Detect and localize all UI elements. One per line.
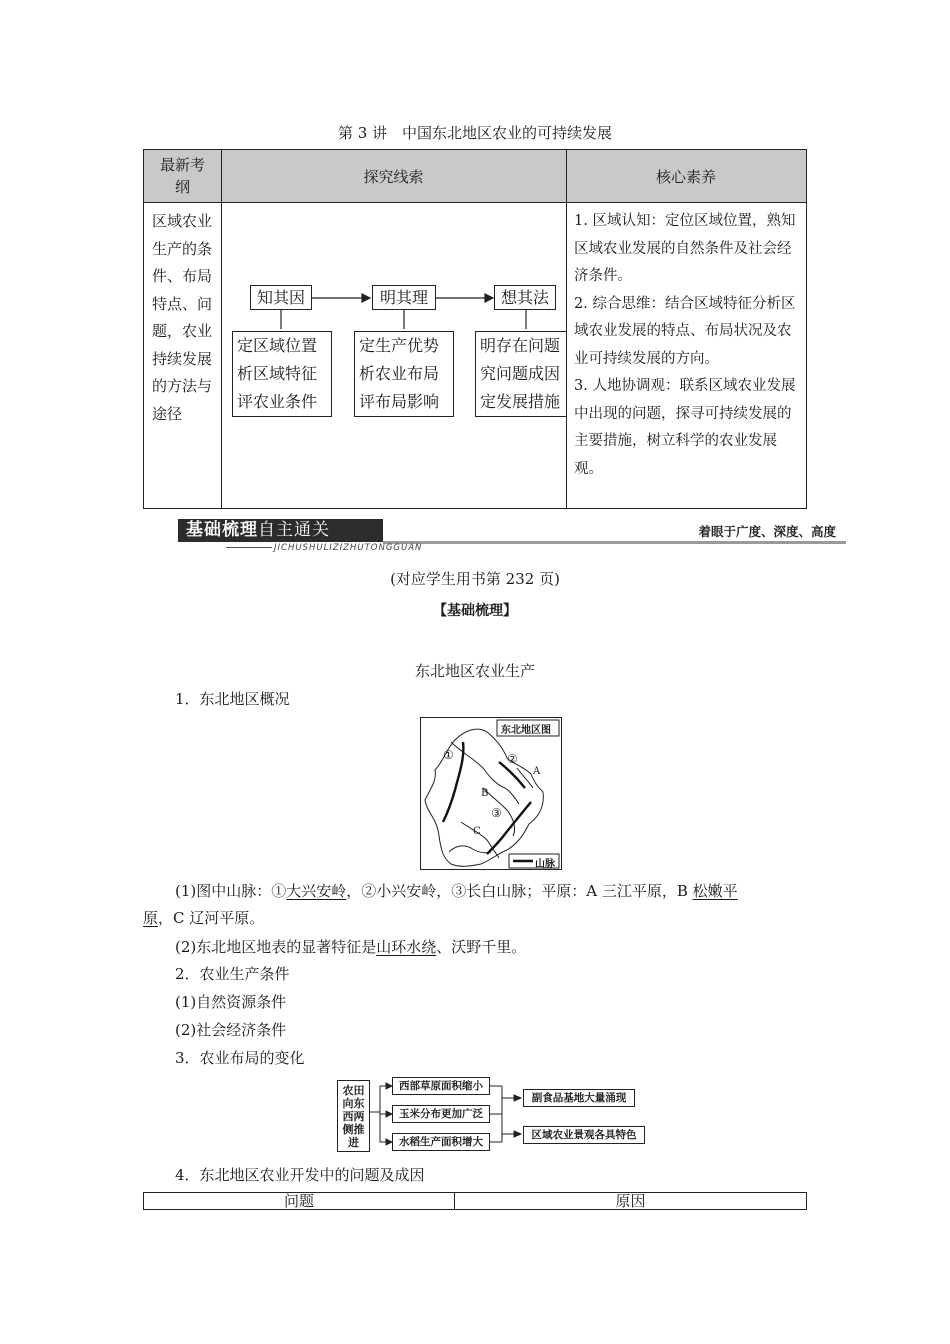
map-label-c: C — [473, 826, 481, 837]
diagram-box-grassland: 西部草原面积缩小 — [392, 1077, 490, 1095]
header-syllabus: 最新考纲 — [144, 150, 221, 203]
northeast-map — [420, 717, 562, 870]
item-socioeconomic-conditions: (2)社会经济条件 — [175, 1021, 287, 1039]
section-label: 【基础梳理】 — [433, 603, 517, 619]
problems-table — [143, 1192, 807, 1210]
map-label-3: ③ — [491, 806, 502, 820]
paragraph-mountains: (1)图中山脉：①大兴安岭，②小兴安岭，③长白山脉；平原：A 三江平原，B 松嫩平 — [175, 882, 738, 900]
header-cause: 原因 — [615, 1192, 646, 1210]
flow-step-know-cause: 知其因 — [250, 285, 312, 310]
map-label-a: A — [533, 766, 541, 777]
map-label-1: ① — [443, 748, 454, 762]
banner-pinyin: JICHUSHULIZIZHUTONGGUAN — [274, 543, 423, 553]
item-layout-change: 3．农业布局的变化 — [175, 1049, 305, 1067]
item-natural-conditions: (1)自然资源条件 — [175, 993, 287, 1011]
page-title: 第 3 讲 中国东北地区农业的可持续发展 — [337, 124, 613, 142]
syllabus-text: 区域农业生产的条件、布局特点、问题，农业持续发展的方法与途径 — [152, 212, 213, 423]
paragraph-landform: (2)东北地区地表的显著特征是山环水绕、沃野千里。 — [175, 938, 527, 956]
map-legend-mountain: 山脉 — [535, 859, 555, 870]
banner-motto: 着眼于广度、深度、高度 — [698, 524, 836, 539]
diagram-left-box: 农田向东西两侧推进 — [337, 1080, 370, 1152]
header-literacy: 核心素养 — [566, 150, 806, 203]
banner-title: 基础梳理自主通关 — [178, 519, 383, 542]
header-clues: 探究线索 — [221, 150, 566, 203]
diagram-box-landscape: 区域农业景观各具特色 — [523, 1126, 645, 1144]
map-label-2: ② — [507, 752, 518, 766]
map-title: 东北地区图 — [501, 725, 551, 736]
header-problem: 问题 — [283, 1192, 314, 1210]
section-title: 东北地区农业生产 — [414, 662, 535, 680]
item-problems: 4．东北地区农业开发中的问题及成因 — [175, 1166, 425, 1184]
item-conditions: 2．农业生产条件 — [175, 965, 290, 983]
banner-rule — [383, 541, 846, 544]
page-reference: (对应学生用书第 232 页) — [390, 570, 560, 588]
flow-detail-cause: 定区域位置 析区域特征 评农业条件 — [232, 331, 332, 417]
diagram-box-food-base: 副食品基地大量涌现 — [523, 1089, 635, 1107]
diagram-box-rice: 水稻生产面积增大 — [392, 1133, 490, 1151]
section-banner — [178, 519, 846, 553]
item-overview: 1．东北地区概况 — [175, 690, 290, 708]
overview-table — [143, 149, 807, 509]
flow-step-solution: 想其法 — [494, 285, 556, 310]
layout-diagram-lines — [330, 1072, 650, 1162]
paragraph-mountains-cont: 原，C 辽河平原。 — [143, 909, 265, 927]
map-drawing — [421, 718, 561, 869]
column-divider — [566, 150, 567, 508]
flow-detail-method: 明存在问题 究问题成因 定发展措施 — [475, 331, 566, 417]
flow-detail-reason: 定生产优势 析农业布局 评布局影响 — [354, 331, 454, 417]
diagram-box-corn: 玉米分布更加广泛 — [392, 1105, 490, 1123]
banner-subrule — [226, 547, 272, 548]
core-literacy-text: 1. 区域认知：定位区域位置，熟知区域农业发展的自然条件及社会经济条件。 2. 综合思维：结合区域特征分析区域农业发展的特点、布局状况及农业可持续发展的方向。 3. 人地协调观：联系区域农业发展中出现的问题，探寻可持续发展的主要措施，树立科学的农业发展观。 — [574, 213, 796, 477]
map-label-b: B — [481, 788, 489, 799]
flow-step-understand: 明其理 — [372, 285, 436, 310]
